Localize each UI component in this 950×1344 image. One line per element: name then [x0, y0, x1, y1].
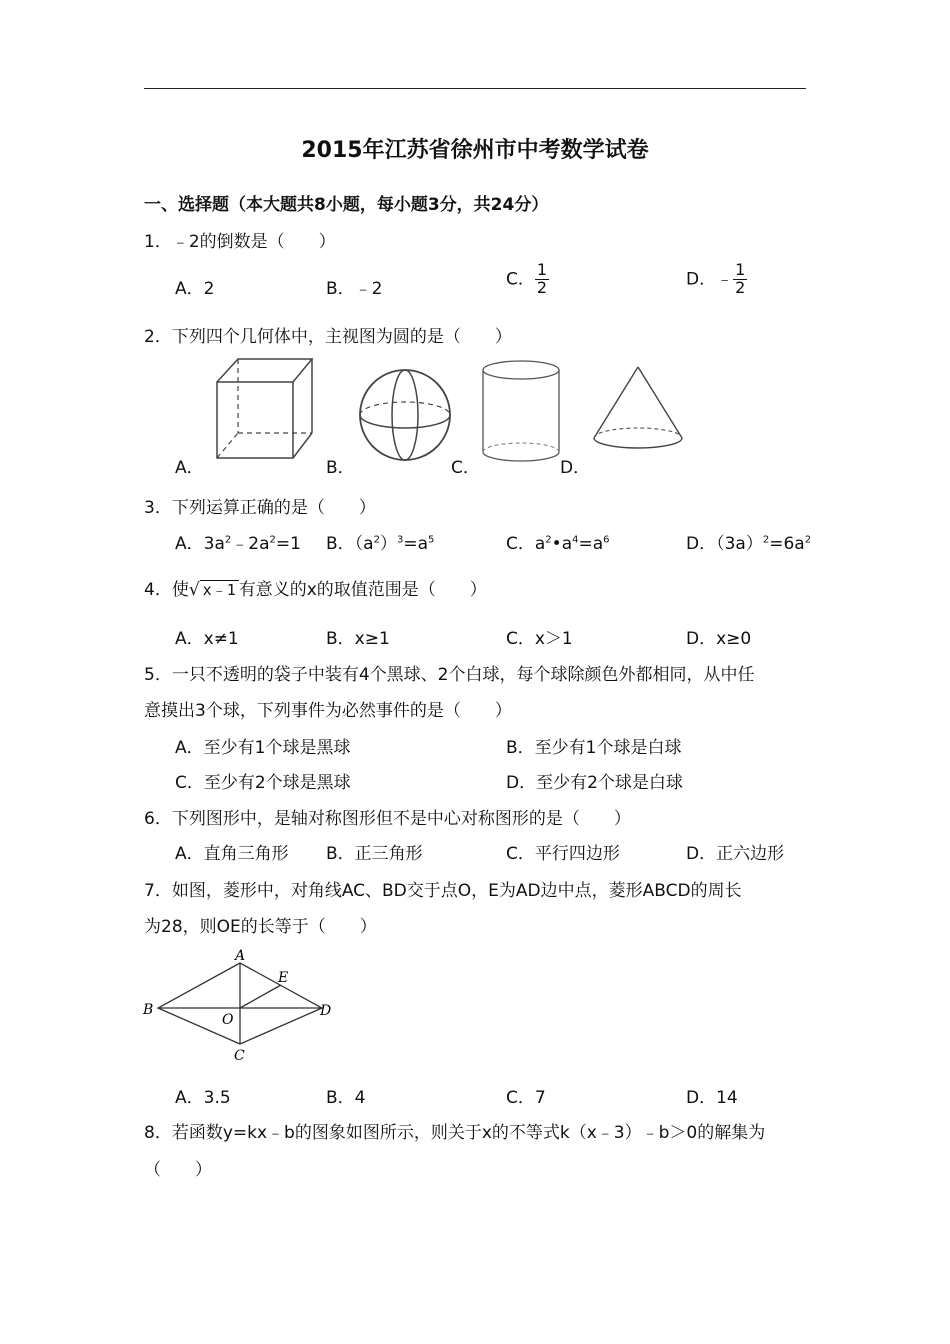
q3-a-part: A．3a: [175, 534, 225, 554]
q3-c-part: •a: [551, 534, 573, 554]
q3-b-part: ）: [379, 534, 397, 554]
q7-option-d: D．14: [686, 1088, 738, 1108]
fraction-numerator: 1: [536, 260, 548, 279]
q6-stem: 6．下列图形中，是轴对称图形但不是中心对称图形的是（ ）: [144, 809, 631, 829]
q5-option-d: D．至少有2个球是白球: [506, 773, 683, 793]
vertex-label-b: B: [143, 1002, 154, 1018]
q1-option-d-prefix: D．﹣: [686, 269, 734, 290]
top-rule: [144, 88, 806, 89]
vertex-label-c: C: [234, 1048, 245, 1064]
q3-stem: 3．下列运算正确的是（ ）: [144, 498, 376, 518]
q5-option-c: C．至少有2个球是黑球: [175, 773, 351, 793]
square-root: [189, 579, 239, 600]
point-label-o: O: [222, 1012, 234, 1028]
q4-stem-suffix: 有意义的x的取值范围是（ ）: [238, 580, 487, 600]
exponent: 4: [572, 534, 579, 546]
q3-option-c: [506, 529, 610, 554]
q3-c-part: =a: [578, 534, 604, 554]
q1-option-c-prefix: C．: [506, 269, 535, 290]
q4-stem-prefix: 4．使: [144, 580, 189, 600]
q2-option-a: A．: [175, 458, 204, 478]
point-label-e: E: [278, 970, 289, 986]
radical-sign: √: [188, 580, 200, 600]
q1-option-c: [506, 262, 549, 297]
exponent: 2: [762, 534, 770, 546]
q5-stem-line1: 5．一只不透明的袋子中装有4个黑球、2个白球，每个球除颜色外都相同，从中任: [144, 665, 755, 685]
q3-d-part: =6a: [769, 534, 805, 554]
exponent: 2: [545, 534, 552, 546]
q6-option-d: D．正六边形: [686, 844, 785, 864]
q4-option-d: D．x≥0: [686, 629, 752, 649]
q4-option-c: C．x＞1: [506, 629, 573, 649]
q3-option-b: [326, 529, 434, 554]
q3-a-part: =1: [275, 534, 301, 554]
q5-option-b: B．至少有1个球是白球: [506, 738, 682, 758]
q3-option-d: [686, 529, 811, 554]
q1-option-b: B．﹣2: [326, 279, 383, 299]
q7-option-a: A．3.5: [175, 1088, 231, 1108]
q5-option-a: A．至少有1个球是黑球: [175, 738, 351, 758]
q2-option-d: D．: [560, 458, 591, 478]
q4-option-a: A．x≠1: [175, 629, 239, 649]
q3-b-part: B．（a: [326, 534, 374, 554]
exponent: 3: [396, 534, 404, 546]
q7-option-c: C．7: [506, 1088, 546, 1108]
q1-option-d: [686, 262, 747, 297]
q3-a-part: ﹣2a: [231, 534, 270, 554]
cylinder-figure: [481, 359, 561, 463]
sphere-figure: [357, 367, 453, 463]
rhombus-figure: [140, 945, 340, 1070]
q8-stem-line2: （ ）: [144, 1160, 212, 1180]
cube-figure: [214, 355, 314, 465]
fraction-denominator: 2: [536, 277, 548, 297]
q1-option-a: A．2: [175, 279, 215, 299]
exponent: 6: [603, 534, 610, 546]
q7-stem-line1: 7．如图，菱形中，对角线AC、BD交于点O，E为AD边中点，菱形ABCD的周长: [144, 881, 742, 901]
exponent: 2: [804, 534, 812, 546]
q7-option-b: B．4: [326, 1088, 366, 1108]
q6-option-b: B．正三角形: [326, 844, 423, 864]
exponent: 2: [224, 534, 232, 546]
q6-option-a: A．直角三角形: [175, 844, 289, 864]
q1-stem: 1．﹣2的倒数是（ ）: [144, 232, 336, 252]
cone-figure: [590, 364, 686, 456]
fraction-numerator: 1: [735, 260, 746, 279]
radicand: x﹣1: [200, 580, 239, 599]
section-heading: 一、选择题（本大题共8小题，每小题3分，共24分）: [144, 195, 549, 215]
fraction-denominator: 2: [735, 277, 746, 297]
q3-c-part: C．a: [506, 534, 546, 554]
q3-b-part: =a: [403, 534, 429, 554]
q4-option-b: B．x≥1: [326, 629, 390, 649]
vertex-label-a: A: [235, 948, 246, 964]
exponent: 5: [428, 534, 435, 546]
q5-stem-line2: 意摸出3个球，下列事件为必然事件的是（ ）: [144, 701, 512, 721]
q2-stem: 2．下列四个几何体中，主视图为圆的是（ ）: [144, 327, 512, 347]
exponent: 2: [269, 534, 276, 546]
exponent: 2: [373, 534, 380, 546]
q1-option-c-fraction: [535, 262, 549, 297]
vertex-label-d: D: [320, 1003, 332, 1019]
q7-stem-line2: 为28，则OE的长等于（ ）: [144, 917, 377, 937]
q3-d-part: D．（3a）: [686, 534, 763, 554]
q2-option-b: B．: [326, 458, 355, 478]
q4-stem: [144, 575, 487, 600]
q8-stem-line1: 8．若函数y=kx﹣b的图象如图所示，则关于x的不等式k（x﹣3）﹣b＞0的解集为: [144, 1123, 766, 1143]
page-title: 2015年江苏省徐州市中考数学试卷: [301, 138, 649, 163]
q3-option-a: [175, 529, 301, 554]
q1-option-d-fraction: [733, 262, 747, 297]
q2-option-c: C．: [451, 458, 480, 478]
q6-option-c: C．平行四边形: [506, 844, 620, 864]
